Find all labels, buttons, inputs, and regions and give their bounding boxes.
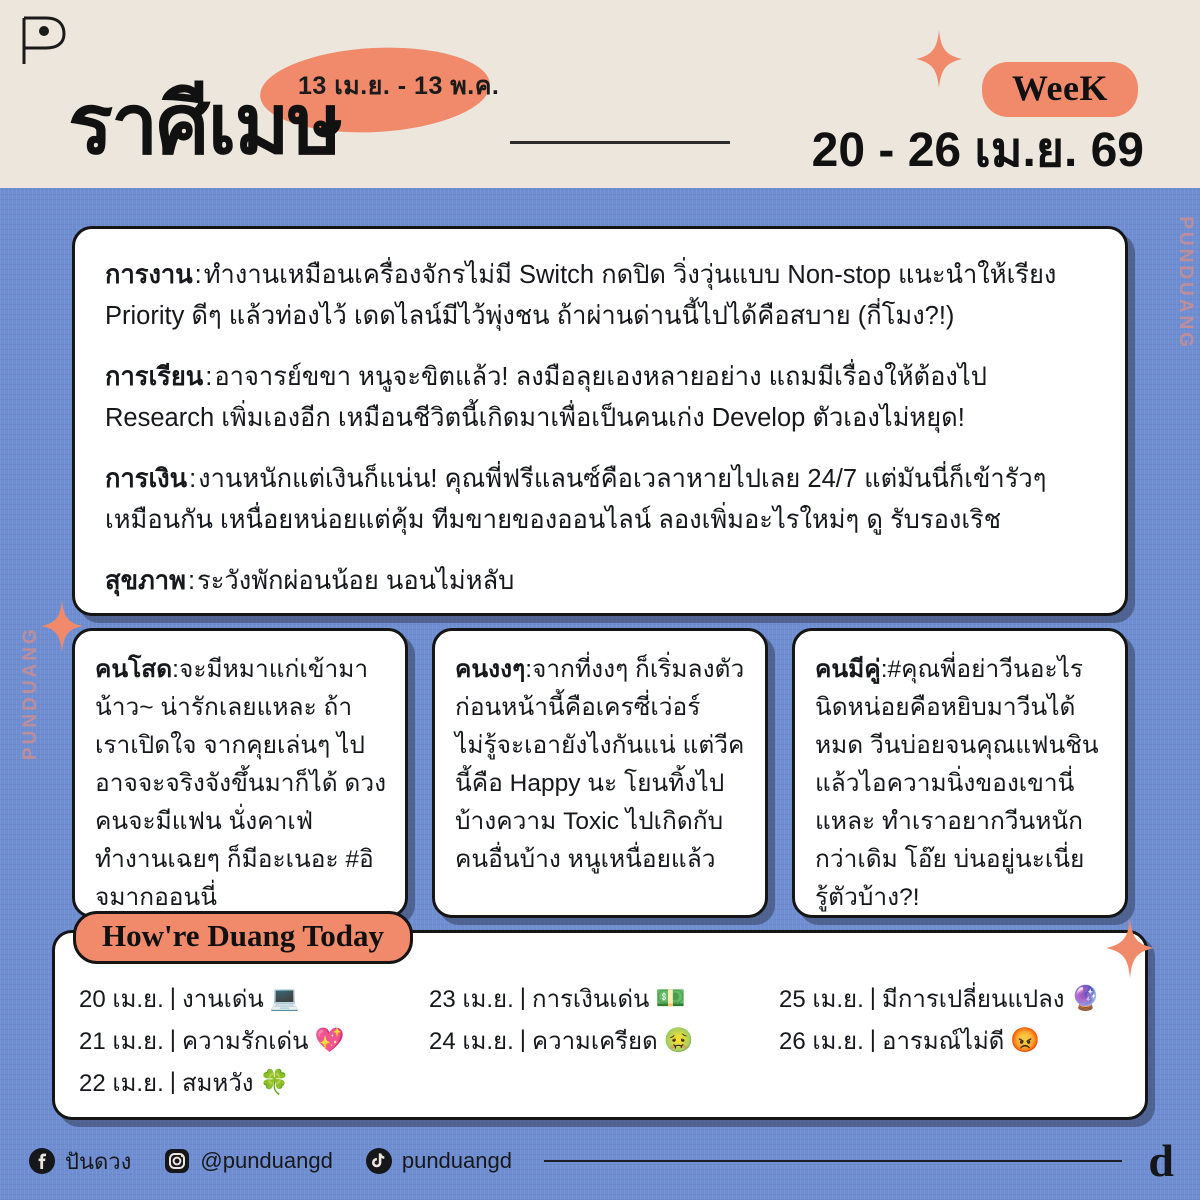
daily-date: 22 เม.ย. xyxy=(79,1069,164,1097)
colon: : xyxy=(880,656,888,683)
love-couple-body xyxy=(815,651,1107,917)
forecast-label-money: การเงิน xyxy=(105,465,188,493)
crystal-ball-icon: 🔮 xyxy=(1070,984,1101,1012)
daily-text: มีการเปลี่ยนแปลง xyxy=(882,985,1065,1013)
sparkle-icon xyxy=(915,30,963,88)
watermark-left: PUNDUANG xyxy=(20,626,41,760)
list-item xyxy=(79,1019,429,1061)
list-item xyxy=(779,1019,1129,1061)
colon: : xyxy=(194,261,202,289)
tiktok-link[interactable] xyxy=(365,1147,512,1175)
love-single-body xyxy=(95,651,387,917)
separator: | xyxy=(869,984,877,1011)
instagram-link[interactable] xyxy=(163,1147,332,1175)
forecast-section-work xyxy=(105,255,1095,337)
money-icon: 💵 xyxy=(655,984,686,1012)
forecast-text-work: ทำงานเหมือนเครื่องจักรไม่มี Switch กดปิด วิ่งวุ่นแบบ Non-stop แนะนำให้เรียง Priority ดีๆ แล้วท่องไว้ เดดไลน์มีไว้พุ่งชน ถ้าผ่านด่านนี้ไปได้คือสบาย (กี่โมง?!) xyxy=(105,261,1057,330)
separator: | xyxy=(169,1068,177,1095)
forecast-section-study xyxy=(105,357,1095,439)
brand-mark: d xyxy=(1148,1135,1174,1186)
title-divider xyxy=(510,141,730,144)
daily-text: อารมณ์ไม่ดี xyxy=(882,1027,1005,1055)
daily-date: 20 เม.ย. xyxy=(79,985,164,1013)
list-item xyxy=(79,1061,429,1103)
colon: : xyxy=(189,465,197,493)
forecast-text-study: อาจารย์ขขา หนูจะขิตแล้ว! ลงมือลุยเองหลายอย่าง แถมมีเรื่องให้ต้องไป Research เพิ่มเองอีก เหมือนชีวิตนี้เกิดมาเพื่อเป็นคนเก่ง Develop ตัวเองไม่หยุด! xyxy=(105,363,987,432)
love-couple-label: คนมีคู่ xyxy=(815,656,881,683)
tiktok-label: punduangd xyxy=(401,1148,512,1173)
daily-text: สมหวัง xyxy=(182,1069,254,1097)
daily-date: 21 เม.ย. xyxy=(79,1027,164,1055)
separator: | xyxy=(869,1026,877,1053)
daily-date: 26 เม.ย. xyxy=(779,1027,864,1055)
instagram-label: @punduangd xyxy=(200,1148,333,1173)
love-card-single xyxy=(72,628,408,918)
forecast-text-health: ระวังพักผ่อนน้อย นอนไม่หลับ xyxy=(197,567,515,595)
daily-date: 24 เม.ย. xyxy=(429,1027,514,1055)
week-range: 20 - 26 เม.ย. 69 xyxy=(811,124,1144,177)
heart-icon: 💖 xyxy=(314,1026,345,1054)
zodiac-date-range: 13 เม.ย. - 13 พ.ค. xyxy=(298,72,500,100)
angry-face-icon: 😡 xyxy=(1010,1026,1041,1054)
week-badge xyxy=(982,62,1138,117)
daily-text: งานเด่น xyxy=(182,985,264,1013)
colon: : xyxy=(172,656,179,683)
watermark-right: PUNDUANG xyxy=(1175,216,1196,350)
love-confused-label: คนงงๆ xyxy=(455,656,526,683)
love-card-confused xyxy=(432,628,768,918)
forecast-section-money xyxy=(105,459,1095,541)
love-single-text: จะมีหมาแก่เข้ามาน้าว~ น่ารักเลยแหละ ถ้าเราเปิดใจ จากคุยเล่นๆ ไปอาจจะจริงจังขึ้นมาก็ได้ ดวงคนจะมีแฟน นั่งคาเฟ่ ทำงานเฉยๆ ก็มีอะเนอะ #อิจมากออนนี่ xyxy=(95,656,387,911)
forecast-card xyxy=(72,226,1128,616)
daily-text: การเงินเด่น xyxy=(532,985,650,1013)
zodiac-title-group xyxy=(60,34,530,171)
list-item xyxy=(429,1019,779,1061)
list-item xyxy=(79,977,429,1019)
week-badge-label: WeeK xyxy=(1012,68,1108,108)
facebook-link[interactable] xyxy=(28,1144,131,1179)
colon: : xyxy=(205,363,213,391)
footer-divider xyxy=(544,1160,1122,1162)
forecast-text-money: งานหนักแต่เงินก็แน่น! คุณพี่ฟรีแลนซ์คือเวลาหายไปเลย 24/7 แต่มันนี่ก็เข้ารัวๆ เหมือนกัน เหนื่อยหน่อยแต่คุ้ม ทีมขายของออนไลน์ ลองเพิ่มอะไรใหม่ๆ ดู รับรองเริช xyxy=(105,465,1047,534)
daily-text: ความเครียด xyxy=(532,1027,658,1055)
list-item xyxy=(429,977,779,1019)
laptop-icon: 💻 xyxy=(269,984,300,1012)
clover-icon: 🍀 xyxy=(259,1068,290,1096)
list-item xyxy=(779,977,1129,1019)
forecast-section-health xyxy=(105,561,1095,602)
love-card-couple xyxy=(792,628,1128,918)
separator: | xyxy=(169,1026,177,1053)
page-title: ราศีเมษ xyxy=(68,77,342,171)
instagram-icon xyxy=(163,1147,191,1175)
love-couple-text: #คุณพี่อย่าวีนอะไรนิดหน่อยคือหยิบมาวีนได้หมด วีนบ่อยจนคุณแฟนชิน แล้วไอความนิ่งของเขานี่แหละ ทำเราอยากวีนหนักกว่าเดิม โอ๊ย บ่นอยู่นะเนี่ย รู้ตัวบ้าง?! xyxy=(815,656,1099,911)
colon: : xyxy=(525,656,533,683)
daily-summary-badge xyxy=(73,911,413,964)
separator: | xyxy=(519,984,527,1011)
love-confused-text: จากที่งงๆ ก็เริ่มลงตัว ก่อนหน้านี้คือเครซี่เว่อร์ ไม่รู้จะเอายังไงกันแน่ แต่วีคนี้คือ Happy นะ โยนทิ้งไปบ้างความ Toxic ไปเกิดกับคนอื่นบ้าง หนูเหนื่อยแล้ว xyxy=(455,656,745,873)
love-confused-body xyxy=(455,651,747,879)
nauseated-face-icon: 🤢 xyxy=(663,1026,694,1054)
footer xyxy=(0,1122,1200,1200)
daily-summary-card xyxy=(52,918,1148,1120)
facebook-label: ปันดวง xyxy=(65,1148,132,1174)
daily-summary-title: How're Duang Today xyxy=(102,918,384,953)
forecast-label-study: การเรียน xyxy=(105,363,204,391)
facebook-icon xyxy=(28,1147,56,1175)
tiktok-icon xyxy=(365,1147,393,1175)
daily-date: 25 เม.ย. xyxy=(779,985,864,1013)
separator: | xyxy=(169,984,177,1011)
love-single-label: คนโสด xyxy=(95,656,173,683)
forecast-label-work: การงาน xyxy=(105,261,193,289)
colon: : xyxy=(187,567,196,595)
separator: | xyxy=(519,1026,527,1053)
header xyxy=(0,0,1200,188)
daily-date: 23 เม.ย. xyxy=(429,985,514,1013)
daily-text: ความรักเด่น xyxy=(182,1027,309,1055)
daily-summary-grid xyxy=(79,977,1129,1103)
forecast-label-health: สุขภาพ xyxy=(105,567,186,595)
